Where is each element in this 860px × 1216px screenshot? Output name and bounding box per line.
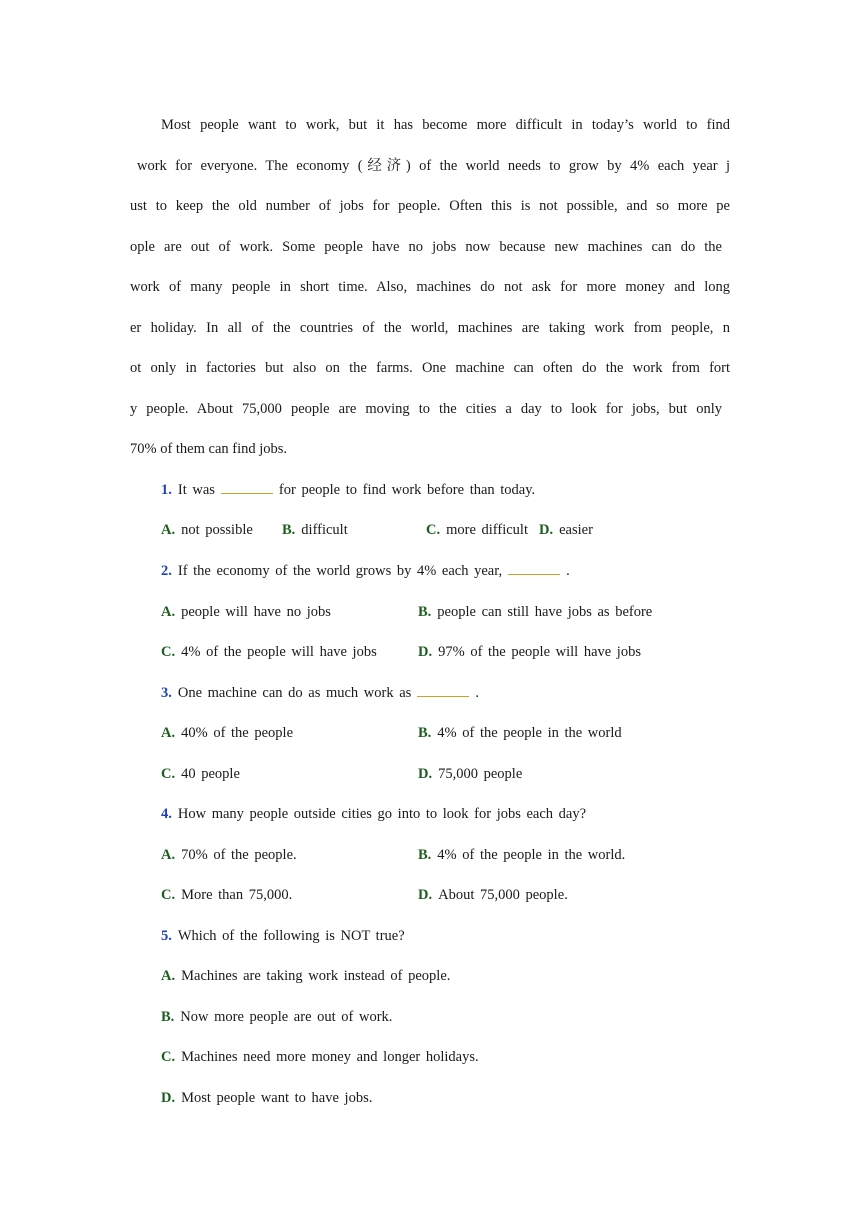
question-number: 4. <box>161 806 172 822</box>
option-letter: A. <box>161 847 176 863</box>
question-number: 1. <box>161 482 172 498</box>
option-a <box>161 845 297 865</box>
question-text: . <box>566 563 570 579</box>
option-text: 4% of the people in the world. <box>437 847 626 863</box>
option-a <box>161 966 450 986</box>
option-letter: C. <box>426 522 441 538</box>
option-text: 4% of the people will have jobs <box>181 644 377 660</box>
question-stem <box>161 561 570 581</box>
option-b <box>418 723 622 743</box>
answer-blank <box>417 684 469 697</box>
option-text: 4% of the people in the world <box>437 725 622 741</box>
option-a <box>161 520 253 540</box>
option-letter: D. <box>539 522 554 538</box>
option-a <box>161 723 293 743</box>
option-text: more difficult <box>446 522 528 538</box>
passage-line: er holiday. In all of the countries of the world, machines are taking work from people, n <box>130 320 730 336</box>
question-stem <box>161 480 535 500</box>
option-c <box>161 764 240 784</box>
passage-line: y people. About 75,000 people are moving to the cities a day to look for jobs, but only <box>130 401 722 417</box>
option-text: Machines need more money and longer holidays. <box>181 1049 479 1065</box>
option-letter: B. <box>418 847 432 863</box>
option-text: people can still have jobs as before <box>437 604 653 620</box>
option-letter: A. <box>161 522 176 538</box>
answer-blank <box>508 562 560 575</box>
option-letter: C. <box>161 887 176 903</box>
option-text: Most people want to have jobs. <box>181 1090 373 1106</box>
question-text: Which of the following is NOT true? <box>177 928 405 944</box>
answer-blank <box>221 481 273 494</box>
option-letter: B. <box>418 604 432 620</box>
passage-line: ust to keep the old number of jobs for people. Often this is not possible, and so more pe <box>130 198 730 214</box>
option-text: 40% of the people <box>181 725 294 741</box>
option-text: About 75,000 people. <box>438 887 568 903</box>
option-letter: C. <box>161 1049 176 1065</box>
question-number: 5. <box>161 928 172 944</box>
option-text: 70% of the people. <box>181 847 297 863</box>
option-letter: A. <box>161 968 176 984</box>
option-text: easier <box>559 522 593 538</box>
option-a <box>161 602 331 622</box>
passage-line: 70% of them can find jobs. <box>130 441 288 457</box>
option-letter: B. <box>418 725 432 741</box>
option-c <box>161 885 292 905</box>
option-d <box>418 764 522 784</box>
option-text: Now more people are out of work. <box>180 1009 393 1025</box>
option-letter: A. <box>161 604 176 620</box>
option-b <box>282 520 348 540</box>
passage-line: ot only in factories but also on the farms. One machine can often do the work from fort <box>130 360 730 376</box>
passage-line: ople are out of work. Some people have no jobs now because new machines can do the <box>130 239 722 255</box>
option-d <box>418 642 641 662</box>
option-text: 97% of the people will have jobs <box>438 644 641 660</box>
option-text: 75,000 people <box>438 766 523 782</box>
question-stem <box>161 926 405 946</box>
question-number: 3. <box>161 685 172 701</box>
option-text: 40 people <box>181 766 240 782</box>
passage-line: Most people want to work, but it has become more difficult in today’s world to find <box>161 117 730 133</box>
option-text: not possible <box>181 522 253 538</box>
option-text: difficult <box>301 522 348 538</box>
question-stem <box>161 804 586 824</box>
option-d <box>161 1088 372 1108</box>
option-d <box>539 520 593 540</box>
question-text: for people to find work before than today. <box>278 482 536 498</box>
option-letter: D. <box>418 887 433 903</box>
question-number: 2. <box>161 563 172 579</box>
option-text: More than 75,000. <box>181 887 293 903</box>
option-letter: B. <box>282 522 296 538</box>
option-b <box>161 1007 392 1027</box>
option-c <box>161 1047 479 1067</box>
option-letter: D. <box>161 1090 176 1106</box>
option-letter: C. <box>161 644 176 660</box>
question-text: One machine can do as much work as <box>177 685 412 701</box>
passage-line: work of many people in short time. Also, machines do not ask for more money and long <box>130 279 730 295</box>
option-b <box>418 845 625 865</box>
option-letter: C. <box>161 766 176 782</box>
option-d <box>418 885 568 905</box>
question-text: It was <box>177 482 215 498</box>
option-c <box>426 520 528 540</box>
option-letter: D. <box>418 644 433 660</box>
passage-line: work for everyone. The economy (经济) of the world needs to grow by 4% each year j <box>137 158 730 174</box>
option-c <box>161 642 377 662</box>
question-stem <box>161 683 479 703</box>
option-text: people will have no jobs <box>181 604 331 620</box>
option-letter: B. <box>161 1009 175 1025</box>
question-text: If the economy of the world grows by 4% each year, <box>177 563 503 579</box>
question-text: How many people outside cities go into to look for jobs each day? <box>177 806 587 822</box>
option-letter: A. <box>161 725 176 741</box>
option-letter: D. <box>418 766 433 782</box>
option-b <box>418 602 652 622</box>
option-text: Machines are taking work instead of people. <box>181 968 451 984</box>
question-text: . <box>475 685 479 701</box>
